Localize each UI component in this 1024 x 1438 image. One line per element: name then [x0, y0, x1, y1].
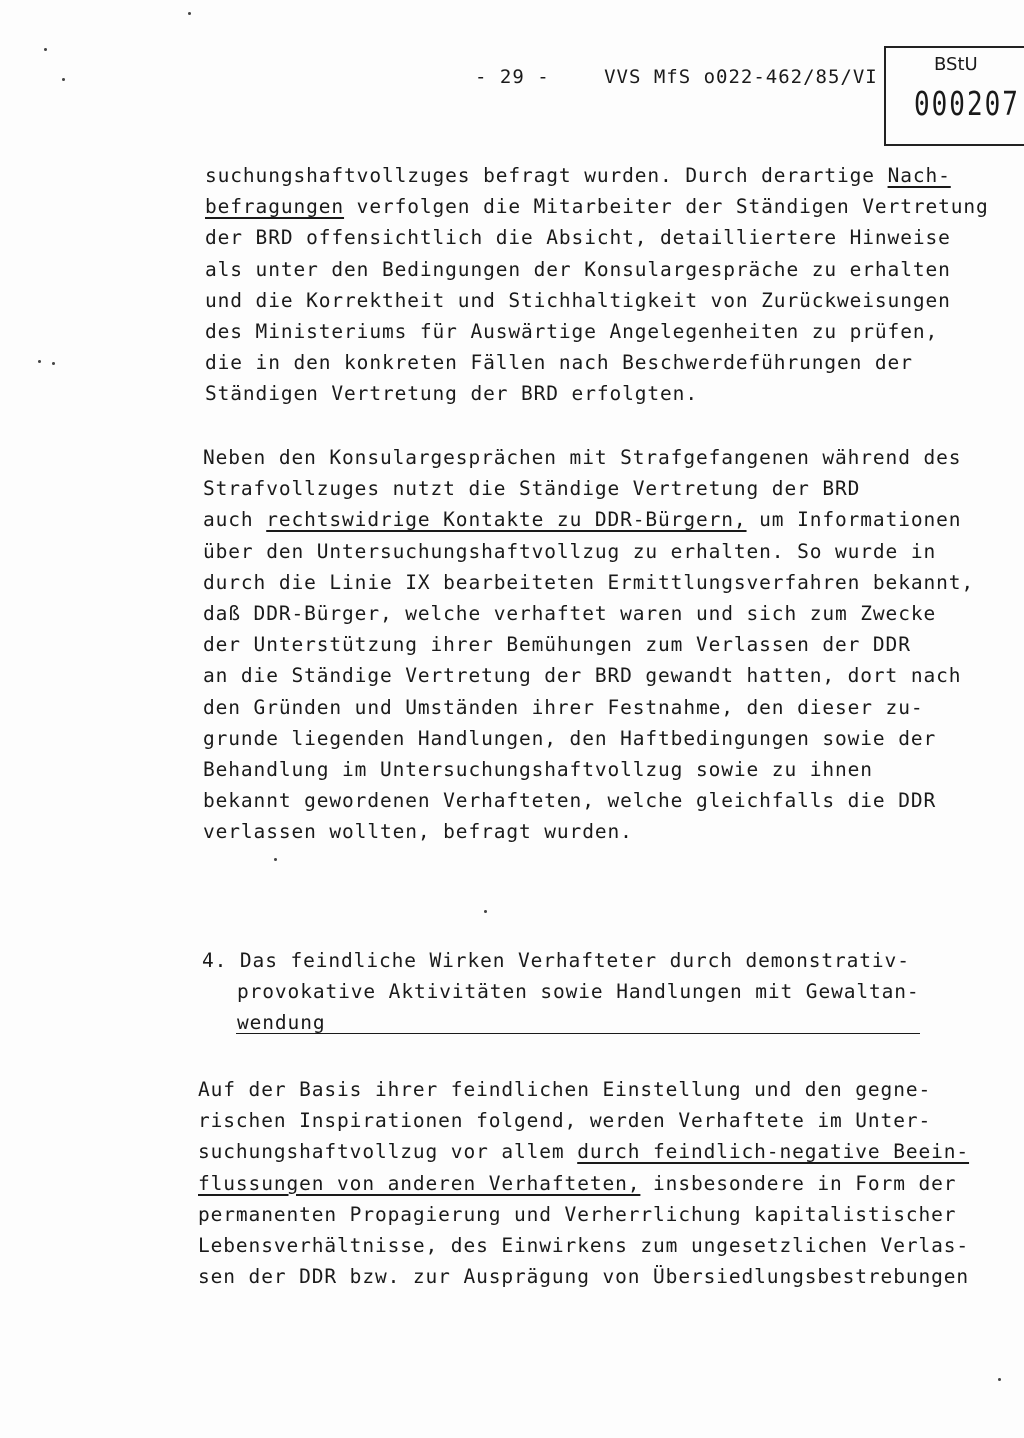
text-line: [203, 660, 974, 691]
text-segment: um Informationen: [746, 508, 962, 532]
archive-stamp: [884, 46, 1024, 146]
text-line: [205, 347, 989, 378]
scan-speck: [52, 362, 55, 365]
text-line: [203, 442, 974, 473]
text-line: [203, 723, 974, 754]
paragraph-2: [203, 442, 974, 847]
heading-underline: [236, 1033, 920, 1034]
scan-speck: [44, 48, 47, 51]
text-line: [203, 473, 974, 504]
text-line: [203, 598, 974, 629]
scan-speck: [998, 1378, 1001, 1381]
text-line: [203, 754, 974, 785]
text-segment: bekannt gewordenen Verhafteten, welche gleichfalls die DDR: [203, 789, 937, 813]
text-line: [203, 536, 974, 567]
text-line: [205, 285, 989, 316]
underlined-text: befragungen: [205, 195, 345, 219]
text-segment: Strafvollzuges nutzt die Ständige Vertretung der BRD: [203, 477, 861, 501]
text-line: [203, 504, 974, 535]
underlined-text: Nach-: [887, 164, 951, 187]
scan-speck: [484, 910, 487, 913]
text-segment: und die Korrektheit und Stichhaltigkeit von Zurückweisungen: [205, 288, 951, 312]
text-line: [205, 254, 989, 285]
text-segment: des Ministeriums für Auswärtige Angelegenheiten zu prüfen,: [205, 319, 939, 343]
text-segment: über den Untersuchungshaftvollzug zu erhalten. So wurde in: [203, 539, 937, 563]
text-line: [198, 1074, 969, 1105]
page-header: [475, 66, 878, 88]
section-heading: [202, 945, 920, 1039]
text-line: [198, 1261, 969, 1292]
stamp-label: BStU: [934, 54, 978, 75]
text-segment: die in den konkreten Fällen nach Beschwerdeführungen der: [205, 351, 913, 375]
text-line: [198, 1168, 969, 1199]
text-segment: rischen Inspirationen folgend, werden Verhaftete im Unter-: [198, 1109, 932, 1133]
text-line: [198, 1230, 969, 1261]
text-segment: auch: [203, 508, 267, 532]
text-segment: Ständigen Vertretung der BRD erfolgten.: [205, 382, 698, 406]
underlined-text: rechtswidrige Kontakte zu DDR-Bürgern,: [266, 508, 747, 532]
page-number: - 29 -: [475, 66, 550, 88]
text-segment: daß DDR-Bürger, welche verhaftet waren und sich zum Zwecke: [203, 601, 937, 625]
text-segment: verlassen wollten, befragt wurden.: [203, 820, 633, 844]
text-line: [203, 692, 974, 723]
text-segment: der Unterstützung ihrer Bemühungen zum Verlassen der DDR: [203, 633, 911, 657]
text-segment: Neben den Konsulargesprächen mit Strafgefangenen während des: [203, 446, 962, 469]
text-segment: der BRD offensichtlich die Absicht, detailliertere Hinweise: [205, 226, 951, 250]
text-line: [205, 316, 989, 347]
scan-speck: [188, 12, 191, 15]
heading-line-1: [202, 945, 920, 976]
text-segment: sen der DDR bzw. zur Ausprägung von Übersiedlungsbestrebungen: [198, 1265, 970, 1289]
text-line: [198, 1136, 969, 1167]
text-segment: permanenten Propagierung und Verherrlichung kapitalistischer: [198, 1202, 957, 1226]
text-segment: verfolgen die Mitarbeiter der Ständigen Vertretung: [344, 195, 989, 219]
underlined-text: flussungen von anderen Verhafteten,: [198, 1171, 641, 1195]
text-segment: an die Ständige Vertretung der BRD gewandt hatten, dort nach: [203, 664, 962, 688]
text-segment: Lebensverhältnisse, des Einwirkens zum ungesetzlichen Verlas-: [198, 1233, 970, 1257]
text-line: [203, 785, 974, 816]
text-segment: suchungshaftvollzug vor allem: [198, 1140, 578, 1164]
heading-text-1: Das feindliche Wirken Verhafteter durch demonstrativ-: [239, 949, 910, 972]
scan-speck: [38, 360, 41, 363]
text-line: [198, 1105, 969, 1136]
text-segment: grunde liegenden Handlungen, den Haftbedingungen sowie der: [203, 726, 937, 750]
paragraph-3: [198, 1074, 969, 1292]
text-segment: durch die Linie IX bearbeiteten Ermittlungsverfahren bekannt,: [203, 570, 975, 594]
text-line: [203, 629, 974, 660]
scan-speck: [62, 78, 65, 81]
text-line: [203, 567, 974, 598]
stamp-number: 000207: [914, 86, 1020, 124]
text-line: [205, 160, 989, 191]
scan-speck: [274, 858, 277, 861]
text-line: [205, 378, 989, 409]
text-line: [198, 1199, 969, 1230]
heading-line-2: provokative Aktivitäten sowie Handlungen mit Gewaltan-: [237, 980, 920, 1004]
text-line: [203, 816, 974, 847]
heading-line-3: wendung: [237, 1011, 326, 1035]
text-segment: suchungshaftvollzuges befragt wurden. Durch derartige: [205, 164, 888, 187]
text-line: [205, 191, 989, 222]
underlined-text: durch feindlich-negative Beein-: [577, 1140, 970, 1164]
text-line: [205, 222, 989, 253]
text-segment: als unter den Bedingungen der Konsulargespräche zu erhalten: [205, 257, 951, 281]
text-segment: insbesondere in Form der: [640, 1171, 957, 1195]
paragraph-1: [205, 160, 989, 410]
text-segment: den Gründen und Umständen ihrer Festnahme, den dieser zu-: [203, 695, 924, 719]
text-segment: Behandlung im Untersuchungshaftvollzug sowie zu ihnen: [203, 757, 873, 781]
document-reference: VVS MfS o022-462/85/VI: [604, 66, 878, 88]
heading-number: 4.: [202, 949, 228, 972]
text-segment: Auf der Basis ihrer feindlichen Einstellung und den gegne-: [198, 1078, 932, 1101]
